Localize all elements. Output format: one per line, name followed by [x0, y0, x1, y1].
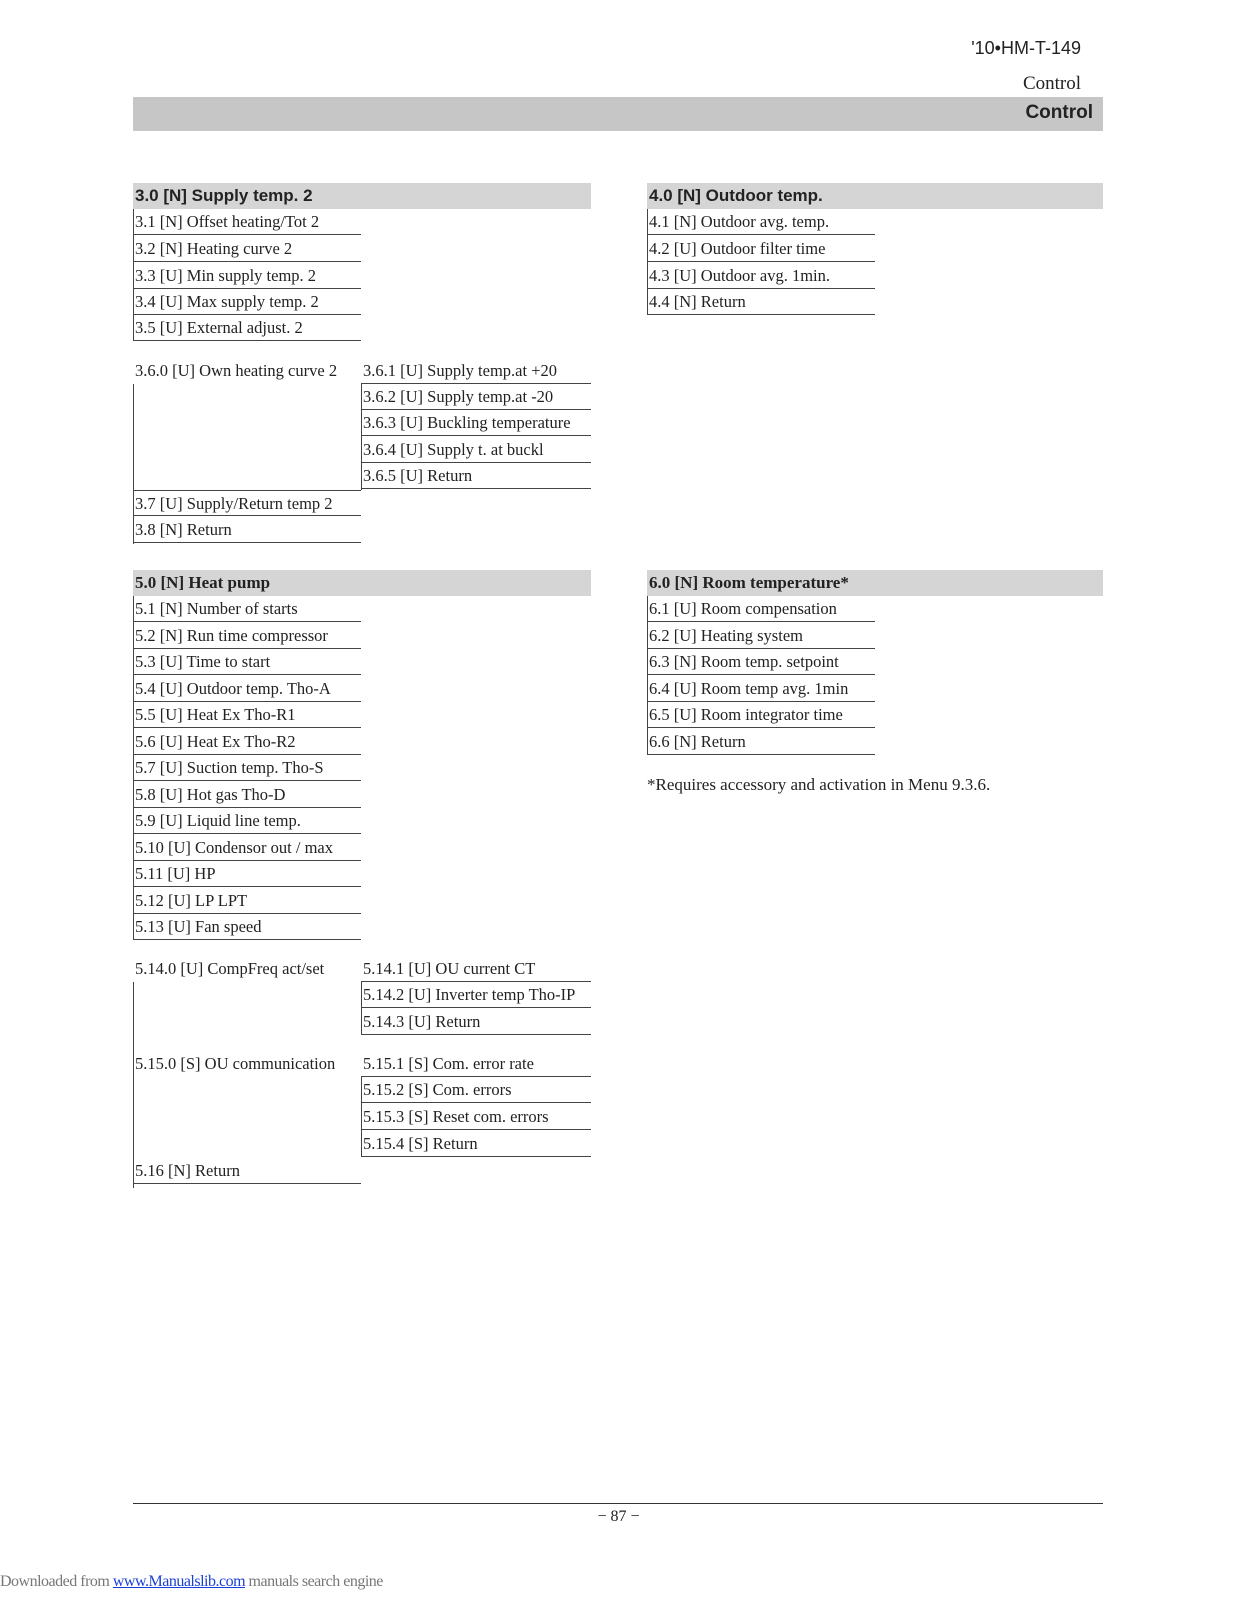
menu-6-item: 6.2 [U] Heating system	[647, 623, 875, 649]
menu-3-header: 3.0 [N] Supply temp. 2	[133, 183, 591, 209]
document-code: '10•HM-T-149	[971, 38, 1081, 58]
menu-5-14-item: 5.14.3 [U] Return	[361, 1009, 591, 1035]
menu-6-header: 6.0 [N] Room temperature*	[647, 570, 1103, 596]
menu-6-item: 6.6 [N] Return	[647, 729, 875, 755]
menu-6-item: 6.4 [U] Room temp avg. 1min	[647, 676, 875, 702]
menu-5-item: 5.12 [U] LP LPT	[133, 888, 361, 914]
menu-5-15-item: 5.15.4 [S] Return	[361, 1131, 591, 1157]
menu-5-item: 5.13 [U] Fan speed	[133, 914, 361, 940]
menu-5-14-item: 5.14.2 [U] Inverter temp Tho-IP	[361, 982, 591, 1008]
menu-3-6-item: 3.6.1 [U] Supply temp.at +20	[361, 358, 591, 384]
download-prefix: Downloaded from	[0, 1573, 113, 1590]
menu-5-item: 5.11 [U] HP	[133, 861, 361, 887]
menu-4-header: 4.0 [N] Outdoor temp.	[647, 183, 1103, 209]
menu-5-item: 5.8 [U] Hot gas Tho-D	[133, 782, 361, 808]
menu-3-item: 3.8 [N] Return	[133, 517, 361, 543]
menu-6-item: 6.3 [N] Room temp. setpoint	[647, 649, 875, 675]
menu-5-item: 5.4 [U] Outdoor temp. Tho-A	[133, 676, 361, 702]
menu-5-15-label: 5.15.0 [S] OU communication	[135, 1054, 336, 1073]
menu-3-item: 3.2 [N] Heating curve 2	[133, 236, 361, 262]
menu-3-6-label: 3.6.0 [U] Own heating curve 2	[135, 361, 338, 380]
menu-5-15-item: 5.15.1 [S] Com. error rate	[361, 1051, 591, 1077]
manualslib-link[interactable]: www.Manualslib.com	[112, 1573, 246, 1590]
menu-5-item: 5.2 [N] Run time compressor	[133, 623, 361, 649]
menu-5-item: 5.6 [U] Heat Ex Tho-R2	[133, 729, 361, 755]
footer-rule	[133, 1503, 1103, 1504]
menu-3-item: 3.1 [N] Offset heating/Tot 2	[133, 209, 361, 235]
menu-3-item: 3.3 [U] Min supply temp. 2	[133, 263, 361, 289]
download-note	[0, 1573, 383, 1591]
menu-5-item: 5.10 [U] Condensor out / max	[133, 835, 361, 861]
menu-6-item: 6.1 [U] Room compensation	[647, 596, 875, 622]
section-bar-title: Control	[1025, 102, 1093, 123]
footnote: *Requires accessory and activation in Menu 9.3.6.	[647, 775, 991, 794]
menu-3-6-item: 3.6.3 [U] Buckling temperature	[361, 410, 591, 436]
menu-5-15-item: 5.15.3 [S] Reset com. errors	[361, 1104, 591, 1130]
download-suffix: manuals search engine	[245, 1573, 383, 1590]
menu-4-item: 4.3 [U] Outdoor avg. 1min.	[647, 263, 875, 289]
menu-6-item: 6.5 [U] Room integrator time	[647, 702, 875, 728]
menu-5-item: 5.16 [N] Return	[133, 1158, 361, 1184]
section-bar	[133, 97, 1103, 131]
page-number: − 87 −	[597, 1508, 640, 1525]
menu-5-item: 5.5 [U] Heat Ex Tho-R1	[133, 702, 361, 728]
menu-3-6-item: 3.6.2 [U] Supply temp.at -20	[361, 384, 591, 410]
menu-4-item: 4.4 [N] Return	[647, 289, 875, 315]
menu-5-header: 5.0 [N] Heat pump	[133, 570, 591, 596]
menu-5-14-label: 5.14.0 [U] CompFreq act/set	[135, 959, 325, 978]
menu-5-14-item: 5.14.1 [U] OU current CT	[361, 956, 591, 982]
menu-5-item: 5.1 [N] Number of starts	[133, 596, 361, 622]
menu-5-15-item: 5.15.2 [S] Com. errors	[361, 1077, 591, 1103]
menu-3-6-item: 3.6.5 [U] Return	[361, 463, 591, 489]
menu-5-item: 5.9 [U] Liquid line temp.	[133, 808, 361, 834]
menu-5-item: 5.7 [U] Suction temp. Tho-S	[133, 755, 361, 781]
menu-5-item: 5.3 [U] Time to start	[133, 649, 361, 675]
menu-4-item: 4.2 [U] Outdoor filter time	[647, 236, 875, 262]
menu-3-6-item: 3.6.4 [U] Supply t. at buckl	[361, 437, 591, 463]
section-title-small: Control	[1022, 73, 1081, 94]
menu-3-item: 3.5 [U] External adjust. 2	[133, 315, 361, 341]
menu-4-item: 4.1 [N] Outdoor avg. temp.	[647, 209, 875, 235]
menu-3-item: 3.4 [U] Max supply temp. 2	[133, 289, 361, 315]
menu-3-item: 3.7 [U] Supply/Return temp 2	[133, 490, 361, 516]
